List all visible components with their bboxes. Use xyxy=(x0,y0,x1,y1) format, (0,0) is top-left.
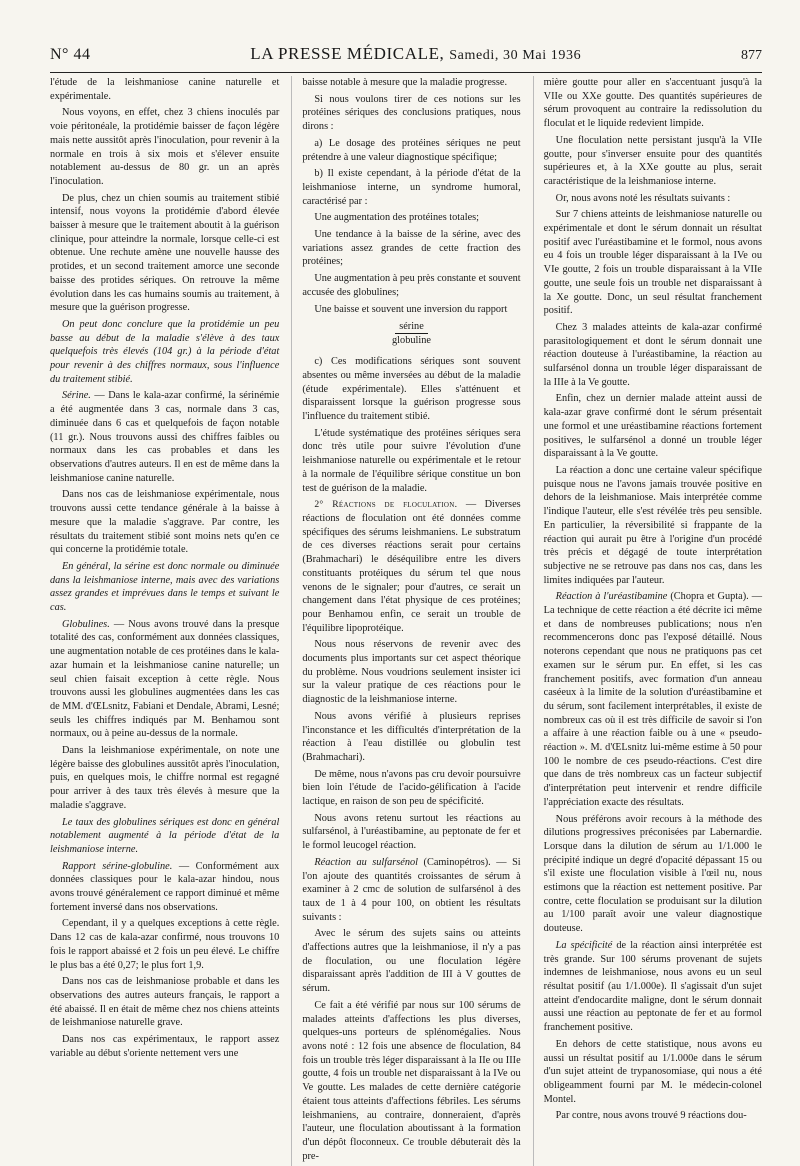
paragraph xyxy=(544,464,762,587)
paragraph xyxy=(50,560,279,615)
paragraph-text: Une floculation nette persistant jusqu'à la VIIe goutte, pour s'inverser ensuite pour des quantités supérieures et, à la XXe goutte au plus, serait caractéristique de la leishmaniose interne. xyxy=(543,134,762,187)
fraction-numerator: sérine xyxy=(395,320,428,334)
paragraph-text: l'étude de la leishmaniose canine naturelle et expérimentale. xyxy=(50,77,280,102)
paragraph xyxy=(302,303,520,317)
paragraph-text: Or, nous avons noté les résultats suivants : xyxy=(555,192,731,204)
paragraph-lead: La spécificité xyxy=(555,939,613,951)
paragraph-text: Chez 3 malades atteints de kala-azar confirmé parasitologiquement et dont le sérum donnait une réaction douteuse à l'uréastibamine, la réaction au sulfarsénol donna un trouble léger disparaissant de la IIIe à la Ve goutte. xyxy=(543,321,762,388)
ratio-fraction xyxy=(302,320,520,347)
column-left xyxy=(50,76,279,1166)
paragraph xyxy=(50,318,279,387)
paragraph-text: baisse notable à mesure que la maladie progresse. xyxy=(302,77,508,88)
paragraph-text: mière goutte pour aller en s'accentuant jusqu'à la VIIe ou XXe goutte. Des quantités supérieures de sérum provoquent au contraire la redissolution du floculat et le liquide redevient limpide. xyxy=(543,77,762,130)
paragraph-text: Ce fait a été vérifié par nous sur 100 sérums de malades atteints d'affections les plus diverses, quelques-uns porteurs de splénomégalies. Nous avons noté : 12 fois une absence de floculation, 84 fois un trouble très léger disparaissant à la IIe ou IIIe goutte, 4 fois un trouble net disparaissant à la IVe ou Ve goutte. Les malades de cette dernière catégorie étaient tous atteints d'affections fébriles. Les sérums leishmaniens, au contraire, donneraient, d'après l'auteur, une floculation aboutissant à la formation d'un dépôt floconneux. Ce trouble débuterait dès la pre- xyxy=(302,999,521,1162)
paragraph xyxy=(302,272,520,299)
paragraph xyxy=(50,1033,279,1060)
paragraph-text: De même, nous n'avons pas cru devoir poursuivre bien loin l'étude de l'acido-gélification à l'acide lactique, en raison de son peu de spécificité. xyxy=(302,768,521,808)
paragraph xyxy=(302,768,520,809)
paragraph xyxy=(544,76,762,131)
paragraph-text: Enfin, chez un dernier malade atteint aussi de kala-azar grave confirmé dont le sérum présentait une formol et une uréastibamine réactions fortement positives, le sulfarsénol a donné un trouble léger disparaissant à la Ve goutte. xyxy=(543,393,762,460)
paragraph xyxy=(544,208,762,318)
paragraph xyxy=(544,590,762,809)
paragraph-text: a) Le dosage des protéines sériques ne peut prétendre à une valeur diagnostique spécifique; xyxy=(302,137,521,163)
paragraph xyxy=(544,392,762,461)
paragraph xyxy=(50,618,279,741)
paragraph-text: Par contre, nous avons trouvé 9 réactions dou- xyxy=(555,1110,747,1122)
paragraph xyxy=(302,137,520,164)
paragraph xyxy=(544,134,762,189)
paragraph xyxy=(302,427,520,496)
paragraph-text: Si nous voulons tirer de ces notions sur les protéines sériques des conclusions pratiques, nous dirons : xyxy=(302,93,521,133)
paragraph-text: Le taux des globulines sériques est donc en général notablement augmenté à la période d'état de la leishmaniose interne. xyxy=(50,816,280,855)
paragraph xyxy=(544,1109,762,1123)
paragraph xyxy=(302,211,520,225)
paragraph xyxy=(302,498,520,635)
paragraph-text: b) Il existe cependant, à la période d'état de la leishmaniose interne, un syndrome humoral, caractérisé par : xyxy=(302,168,521,207)
paragraph-lead: Globulines. xyxy=(62,618,110,630)
paragraph-text: Cependant, il y a quelques exceptions à cette règle. Dans 12 cas de kala-azar confirmé, nous trouvons 10 fois le rapport abaissé et 2 fois un peu élevé. Le chiffre le plus bas a été 0,27; le plus fort 1,9. xyxy=(50,918,280,971)
paragraph-text: (Chopra et Gupta). — La technique de cette réaction a été décrite ici même et dans de nombreuses publications; nous n'en recommencerons donc pas l'exposé détaillé. Nous noterons cependant que nous ne pratiquons pas cet examen sur le sérum pur. En effet, si les cas franchement positifs, avec formation d'un anneau caséeux à la limite de la solution d'uréastibamine et du sérum, sont facilement interprétables, il existe de nombreux cas où il est très difficile de savoir si l'on a affaire à une réaction faible ou à une « pseudo-réaction ». M. d'ŒLsnitz lui-même estime à 50 pour 100 le nombre de ces pseudo-réactions. C'est dire que dans de très nombreux cas un facteur subjectif d'interprétation peut intervenir et rendre difficile l'appréciation exacte des résultats. xyxy=(543,591,762,808)
paragraph xyxy=(302,76,520,90)
journal-title xyxy=(250,44,581,64)
page-number: 877 xyxy=(741,48,762,63)
paragraph xyxy=(50,917,279,972)
paragraph xyxy=(544,939,762,1035)
paragraph xyxy=(50,192,279,315)
paragraph xyxy=(544,321,762,390)
masthead xyxy=(50,44,762,73)
article-columns xyxy=(50,76,762,1162)
column-right xyxy=(533,76,762,1166)
issue-number: N° 44 xyxy=(50,46,91,63)
paragraph-text: — Diverses réactions de floculation ont été données comme spécifiques des sérums leishmaniens. Le substratum de ces diverses réactions serait pour certains (Brahmachari) le déséquilibre entre les divers constituants protéiques du sérum tel que nous venons de le signaler; pour d'autres, ce serait un changement dans l'état physique de ces protéines; pour Benhamou enfin, ce serait un trouble de l'équilibre lipoprotéique. xyxy=(302,499,521,634)
paragraph xyxy=(544,1038,762,1107)
paragraph-lead: Réaction au sulfarsénol xyxy=(314,856,419,868)
paragraph xyxy=(302,167,520,208)
paragraph-text: — Conformément aux données classiques pour le kala-azar hindou, nous avons trouvé généralement ce rapport diminué et même fortement inversé dans nos observations. xyxy=(50,860,280,913)
paragraph-text: Une augmentation à peu près constante et souvent accusée des globulines; xyxy=(302,273,521,298)
paragraph-text: Nous préférons avoir recours à la méthode des dilutions progressives préconisées par Labernardie. Lorsque dans la dilution de sérum au 1/1.000 le précipité indique un degré d'opacité dépassant 15 ou s'il existe une floculation visible à l'œil nu, nous estimons que la réaction est nettement positive. Par contre, cette floculation se produisant sur la dilution au 1/100 paraît avoir une valeur diagnostique douteuse. xyxy=(543,813,762,935)
paragraph-text: (Caminopétros). — Si l'on ajoute des quantités croissantes de sérum à examiner à 2 cmc de solution de sulfarsénol à des taux de 1 à 4 pour 100, on obtient les résultats suivants : xyxy=(302,856,521,923)
paragraph xyxy=(50,76,279,103)
paragraph-text: Dans nos cas de leishmaniose probable et dans les observations des autres auteurs français, le rapport a été abaissé. Il en était de même chez nos chiens atteints de leishmaniose naturelle grave. xyxy=(50,976,280,1029)
paragraph xyxy=(544,813,762,936)
paragraph-text: En général, la sérine est donc normale ou diminuée dans la leishmaniose interne, mais avec des variations assez grandes et imprévues dans le temps et suivant le cas. xyxy=(50,560,280,614)
paragraph xyxy=(50,488,279,557)
paragraph-lead: Sérine. xyxy=(62,390,91,402)
paragraph-text: Sur 7 chiens atteints de leishmaniose naturelle ou expérimentale et dont le sérum donnait un résultat positif avec l'uréastibamine et le formol, nous avons eu 4 fois un trouble léger disparaissant à la IVe ou VIe goutte, 2 fois un trouble disparaissant à la VIIe goutte, une seule fois un trouble net disparaissant à la Xe goutte. Donc, un seul résultat franchement positif. xyxy=(543,209,762,317)
paragraph-text: Dans nos cas expérimentaux, le rapport assez variable au début s'oriente nettement vers une xyxy=(50,1034,280,1059)
paragraph-text: L'étude systématique des protéines sériques sera donc très utile pour suivre l'évolution d'une leishmaniose naturelle ou expérimentale et le retour à la normale de l'équilibre sérique constitue un bon test de guérison de la maladie. xyxy=(302,427,521,494)
paragraph xyxy=(302,228,520,269)
paragraph xyxy=(50,106,279,188)
paragraph xyxy=(302,812,520,853)
paragraph-lead: Réaction à l'uréastibamine xyxy=(555,591,668,603)
paragraph xyxy=(302,999,520,1163)
fraction-denominator: globuline xyxy=(392,335,431,347)
paragraph-text: Nous avons vérifié à plusieurs reprises l'inconstance et les difficultés d'interprétation de la réaction à l'eau distillée ou globulin test (Brahmachari). xyxy=(302,710,521,763)
paragraph-text: Nous voyons, en effet, chez 3 chiens inoculés par voie péritonéale, la protidémie baisser de façon légère mais nette aussitôt après l'inoculation, pour revenir à la normale en trois à six mois et s'élever ensuite notablement au-dessus de 80 gr. un an après l'inoculation. xyxy=(50,107,280,187)
paragraph xyxy=(50,975,279,1030)
paragraph xyxy=(302,927,520,996)
column-middle xyxy=(291,76,520,1166)
paragraph-text: Dans la leishmaniose expérimentale, on note une légère baisse des globulines aussitôt après l'inoculation, puis, en quelques mois, le chiffre normal est regagné pour arriver à des taux très élevés à mesure que la maladie s'aggrave. xyxy=(50,745,280,811)
paragraph-text: La réaction a donc une certaine valeur spécifique puisque nous ne l'avons jamais trouvée positive en dehors de la leishmaniose. Mais interprétée comme l'indique l'auteur, elle s'est révélée très peu sensible. En particulier, la réversibilité si frappante de la réaction qui aurait pu être à l'origine d'un procédé très précis et dégagé de toute interprétation subjective ne se retrouve pas dans nos cas, dans les limites indiquées par l'auteur. xyxy=(543,464,762,586)
paragraph xyxy=(302,355,520,424)
issue-date: Samedi, 30 Mai 1936 xyxy=(449,48,582,63)
paragraph-lead: Rapport sérine-globuline. xyxy=(62,860,173,872)
paragraph-text: — Nous avons trouvé dans la presque totalité des cas, conformément aux données classiques, une augmentation notable de ces protéines dans le kala-azar humain et la leishmaniose canine naturelle; un seul chien faisait exception à cette règle. Nous trouvons aussi les globulines augmentées dans les cas de MM. d'ŒLsnitz, Fabiani et Dendale, Abrami, Lesné; seuls les chiffres indiqués par M. Benhamou sont normaux, ou à peine au-dessus de la normale. xyxy=(50,618,280,740)
journal-name: LA PRESSE MÉDICALE, xyxy=(250,44,445,63)
paragraph xyxy=(302,93,520,134)
paragraph-text: Avec le sérum des sujets sains ou atteints d'affections autres que la leishmaniose, il n'y a pas de floculation, ou une floculation légère disparaissant après l'addition de III à V gouttes de sérum. xyxy=(302,928,521,995)
paragraph-text: Dans nos cas de leishmaniose expérimentale, nous trouvons aussi cette tendance générale à la baisse à mesure que la maladie s'aggrave. Par contre, les résultats du traitement stibié sont moins nets qu'en ce qui concerne la protidémie totale. xyxy=(50,489,280,556)
paragraph-text: Une tendance à la baisse de la sérine, avec des variations assez grandes de cette fraction des protéines; xyxy=(302,229,521,268)
paragraph xyxy=(302,710,520,765)
paragraph-text: Nous nous réservons de revenir avec des documents plus importants sur cet aspect théorique du problème. Nous voudrions seulement insister ici sur la valeur pratique de ces réactions pour le diagnostic de la leishmaniose interne. xyxy=(302,639,521,706)
paragraph xyxy=(302,856,520,925)
paragraph-text: c) Ces modifications sériques sont souvent absentes ou même inversées au début de la maladie (étude expérimentale). Elles s'atténuent et disparaissent lorsque la guérison progresse sous l'influence du traitement stibié. xyxy=(302,356,521,423)
paragraph-text: Une baisse et souvent une inversion du rapport xyxy=(314,303,508,315)
paragraph xyxy=(50,389,279,485)
paragraph xyxy=(544,192,762,206)
paragraph xyxy=(302,638,520,707)
paragraph-text: En dehors de cette statistique, nous avons eu aussi un résultat positif au 1/1.000e dans le sérum d'un sujet atteint de trypanosomiase, qui nous a été obligeamment fourni par M. le médecin-colonel Montel. xyxy=(543,1038,762,1105)
paragraph xyxy=(50,744,279,813)
paragraph-text: De plus, chez un chien soumis au traitement stibié intensif, nous voyons la protidémie d'abord élevée baisser à mesure que le traitement aboutit à la guérison clinique, pour atteindre la normale, lorsque celle-ci est obtenue. Une rechute amène une nouvelle hausse des protides, et un second traitement amorce une seconde baisse des protides sériques. On retrouve la même évolution dans les cas humains soumis au traitement, à mesure que la guérison progresse. xyxy=(50,192,280,314)
paragraph-text: Une augmentation des protéines totales; xyxy=(314,212,480,224)
paragraph xyxy=(50,816,279,857)
paragraph-text: On peut donc conclure que la protidémie un peu basse au début de la maladie s'élève à des taux quelquefois très élevés (104 gr.) à la période d'état pour revenir à des chiffres normaux, sous l'influence du traitement stibié. xyxy=(50,318,280,385)
paragraph-text: Nous avons retenu surtout les réactions au sulfarsénol, à l'uréastibamine, au peptonate de fer et le formol leucogel réaction. xyxy=(302,812,521,852)
paragraph-text: — Dans le kala-azar confirmé, la sérinémie a été augmentée dans 3 cas, normale dans 3 cas, diminuée dans 6 cas et quelquefois de façon notable (11 gr.). Nous trouvons aussi des chiffres faibles ou normaux dans les cas probables et dans les observations d'autres auteurs. Il en est de même dans la leishmaniose canine naturelle. xyxy=(50,390,280,484)
paragraph-lead: 2° Réactions de floculation. xyxy=(314,499,458,511)
paragraph-text: de la réaction ainsi interprétée est très grande. Sur 100 sérums provenant de sujets indemnes de leishmaniose, nous avons eu un seul résultat positif (au 1/1.000e). Il s'agissait d'un sujet atteint d'endocardite maligne, dont le sérum donnait aussi une réaction au peptonate de fer et au formol franchement positive. xyxy=(543,939,762,1034)
paragraph xyxy=(50,860,279,915)
